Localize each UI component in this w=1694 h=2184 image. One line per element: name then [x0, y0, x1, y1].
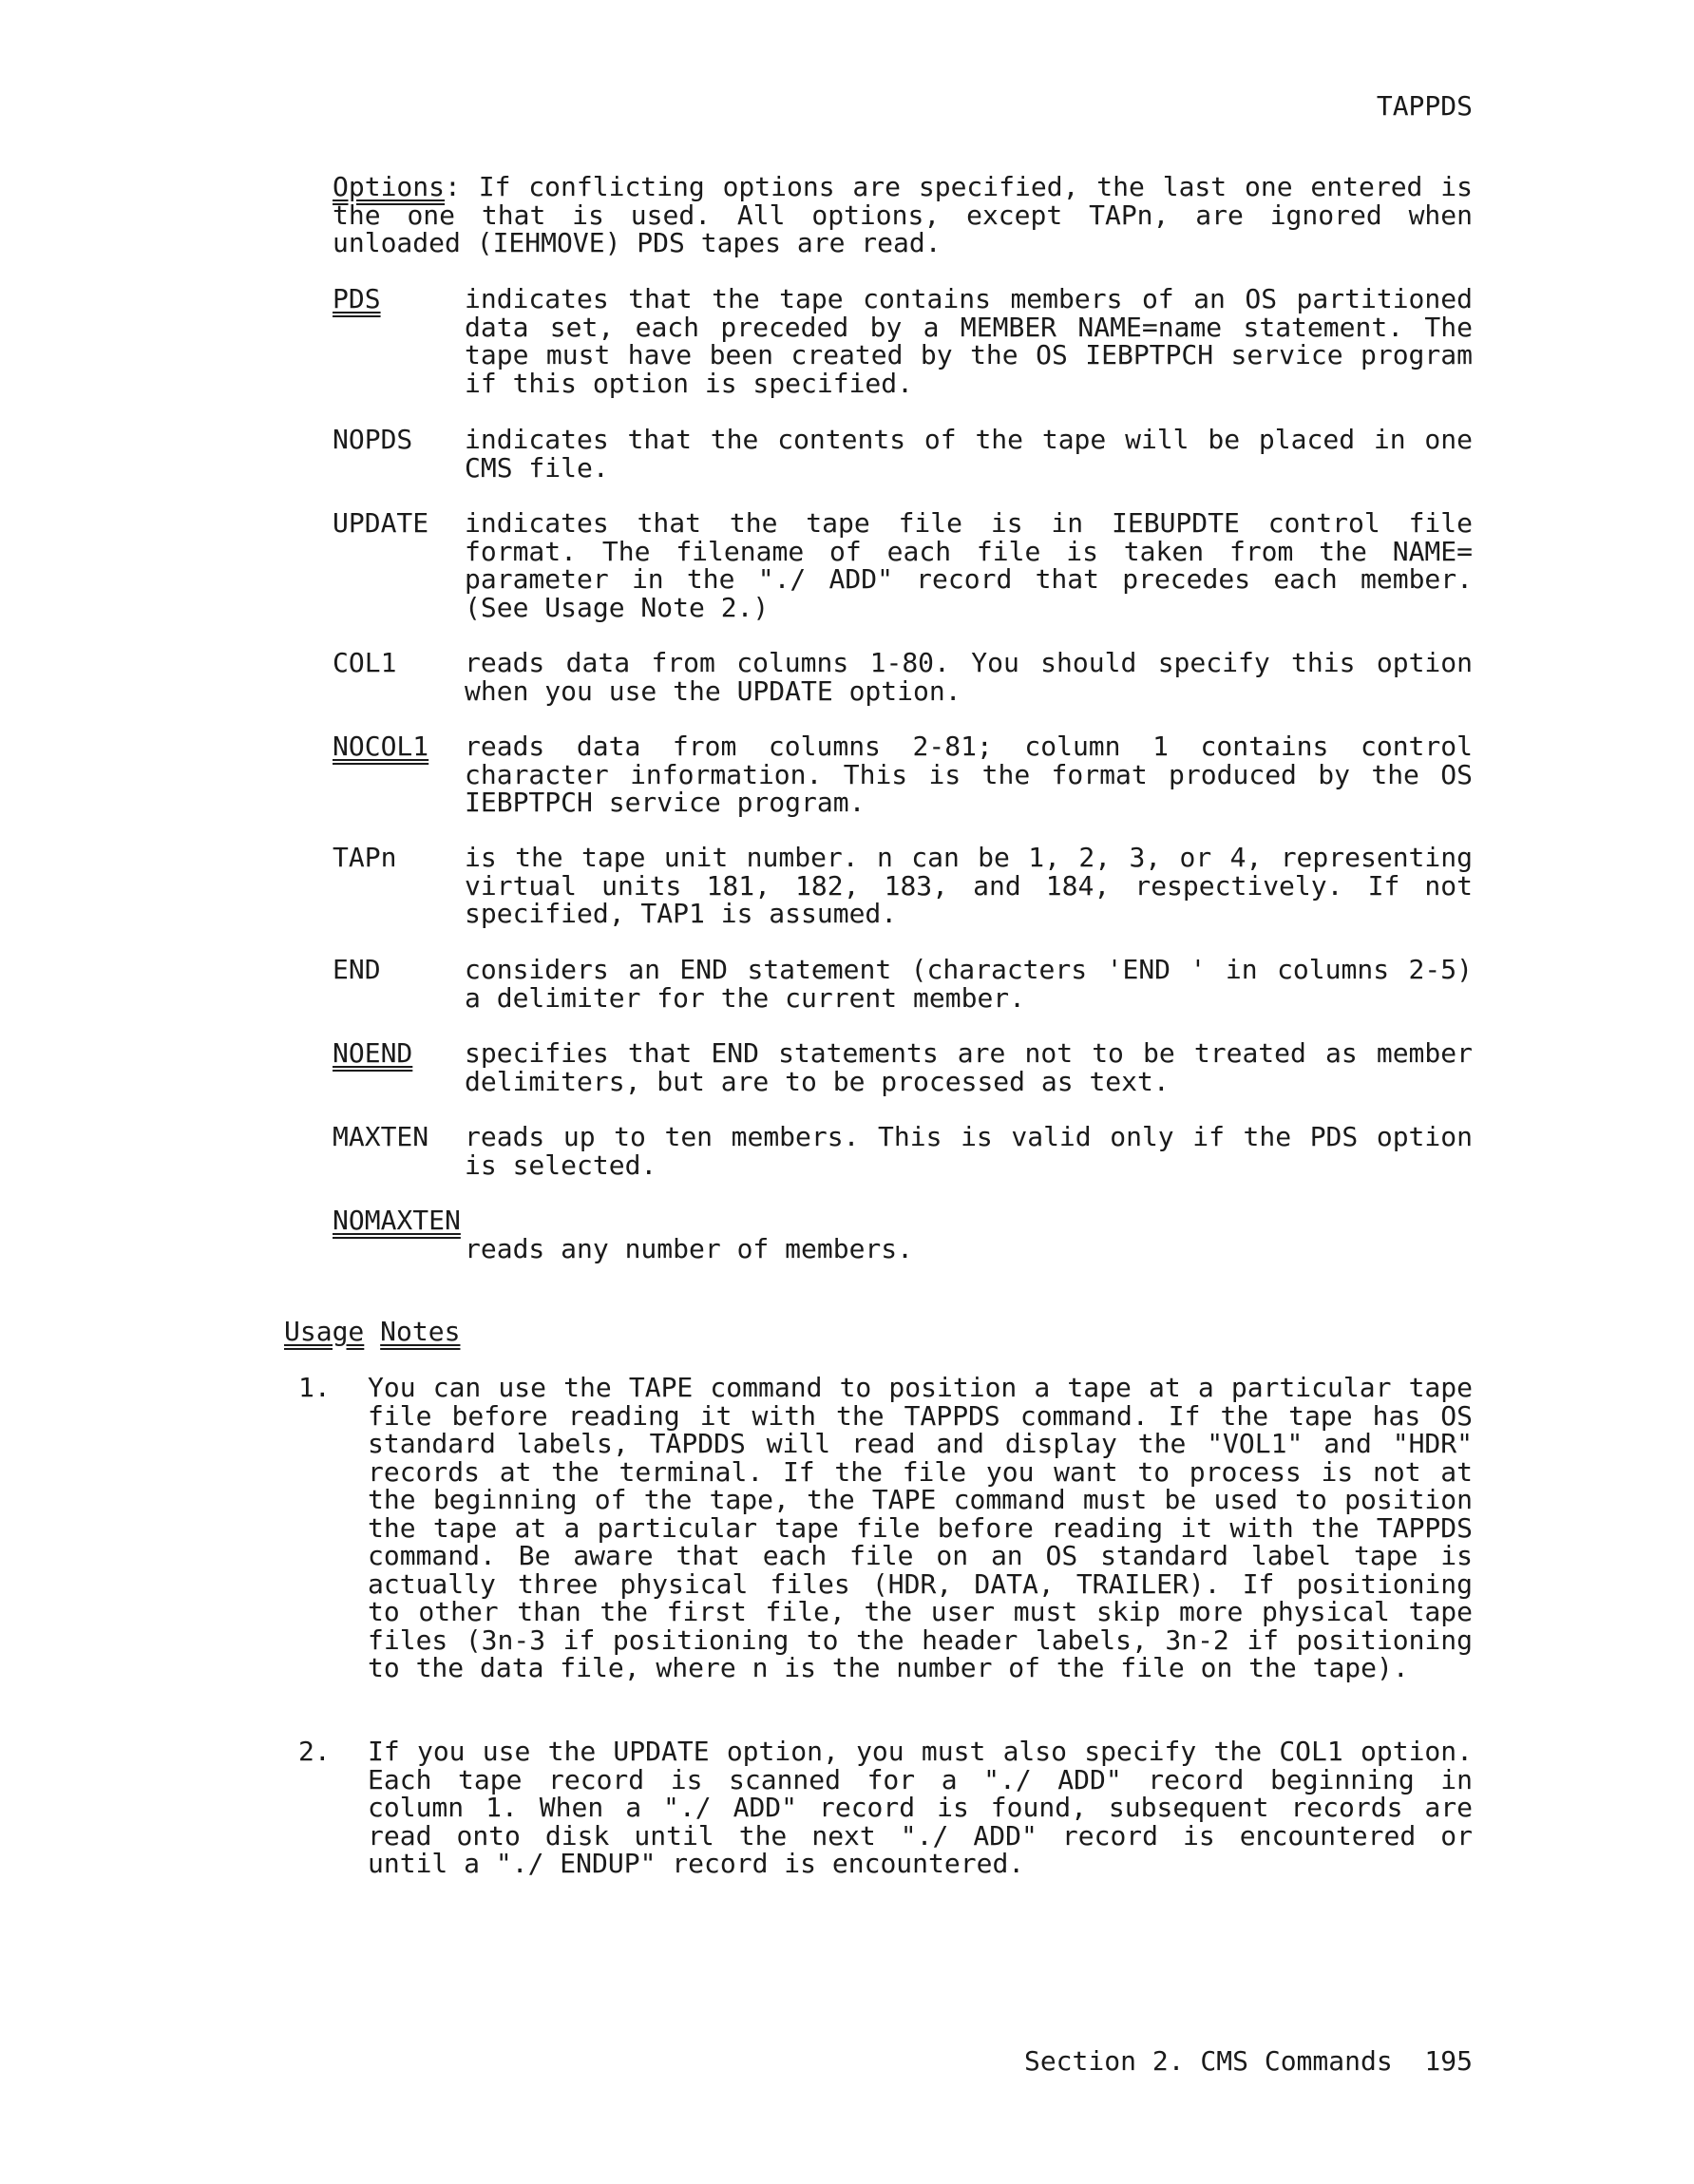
footer-section: Section 2. CMS Commands	[1023, 2045, 1393, 2077]
option-name: PDS	[333, 283, 381, 314]
option-description: is the tape unit number. n can be 1, 2, 3, or 4, representing virtual units 181, 182, 183, and 184, respectively. If not specified, TAP1 is assumed.	[465, 842, 1473, 929]
option-description: reads any number of members.	[465, 1232, 914, 1264]
options-label: Options	[333, 171, 446, 202]
option-name: TAPn	[333, 842, 397, 873]
option-description: reads up to ten members. This is valid only if the PDS option is selected.	[465, 1121, 1473, 1181]
usage-heading-word: Usage	[284, 1316, 365, 1347]
option-name: END	[333, 954, 381, 985]
option-noend	[333, 1039, 1473, 1095]
page-footer	[1024, 2047, 1473, 2076]
option-name: NOCOL1	[333, 731, 429, 762]
option-nomaxten	[333, 1206, 1473, 1263]
option-description: reads data from columns 1-80. You should specify this option when you use the UPDATE option.	[465, 647, 1473, 707]
option-description: indicates that the contents of the tape will be placed in one CMS file.	[465, 424, 1473, 484]
option-update	[333, 509, 1473, 621]
option-name: COL1	[333, 647, 397, 678]
note-number: 2.	[298, 1736, 331, 1767]
option-name: MAXTEN	[333, 1121, 429, 1152]
notes-heading-word: Notes	[380, 1316, 461, 1347]
option-tapn	[333, 844, 1473, 928]
option-name: NOPDS	[333, 424, 413, 455]
options-intro-text: : If conflicting options are specified, the last one entered is the one that is used. All options, except TAPn, are ignored when unloaded (IEHMOVE) PDS tapes are read.	[333, 171, 1473, 258]
note-number: 1.	[298, 1372, 331, 1403]
option-description: indicates that the tape file is in IEBUPDTE control file format. The filename of each file is taken from the NAME= parameter in the "./ ADD" record that precedes each member. (See Usage Note 2.)	[465, 507, 1473, 623]
usage-note-1	[298, 1374, 1473, 1682]
usage-notes-heading	[284, 1318, 1424, 1346]
note-text: If you use the UPDATE option, you must also specify the COL1 option. Each tape record is scanned for a "./ ADD" record beginning in column 1. When a "./ ADD" record is found, subsequent records are read onto disk until the next "./ ADD" record is encountered or until a "./ ENDUP" record is encountered.	[368, 1736, 1473, 1879]
option-maxten	[333, 1123, 1473, 1179]
option-description: indicates that the tape contains members of an OS partitioned data set, each preceded by a MEMBER NAME=name statement. The tape must have been created by the OS IEBPTPCH service program if this option is specified.	[465, 283, 1473, 399]
option-description: reads data from columns 2-81; column 1 contains control character information. This is the format produced by the OS IEBPTPCH service program.	[465, 731, 1473, 818]
page-number: 195	[1424, 2045, 1473, 2077]
usage-note-2	[298, 1738, 1473, 1878]
option-pds	[333, 285, 1473, 397]
option-nocol1	[333, 732, 1473, 817]
options-intro	[333, 173, 1473, 257]
option-nopds	[333, 426, 1473, 482]
option-name: NOMAXTEN	[333, 1205, 461, 1236]
running-header: TAPPDS	[1376, 90, 1473, 122]
option-end	[333, 956, 1473, 1012]
option-name: NOEND	[333, 1037, 413, 1069]
option-name: UPDATE	[333, 507, 429, 539]
option-col1	[333, 649, 1473, 705]
option-description: considers an END statement (characters 'END ' in columns 2-5) a delimiter for the current member.	[465, 954, 1473, 1014]
option-description: specifies that END statements are not to be treated as member delimiters, but are to be processed as text.	[465, 1037, 1473, 1097]
note-text: You can use the TAPE command to position a tape at a particular tape file before reading it with the TAPPDS command. If the tape has OS standard labels, TAPDDS will read and display the "VOL1" and "HDR" records at the terminal. If the file you want to process is not at the beginning of the tape, the TAPE command must be used to position the tape at a particular tape file before reading it with the TAPPDS command. Be aware that each file on an OS standard label tape is actually three physical files (HDR, DATA, TRAILER). If positioning to other than the first file, the user must skip more physical tape files (3n-3 if positioning to the header labels, 3n-2 if positioning to the data file, where n is the number of the file on the tape).	[368, 1372, 1473, 1683]
